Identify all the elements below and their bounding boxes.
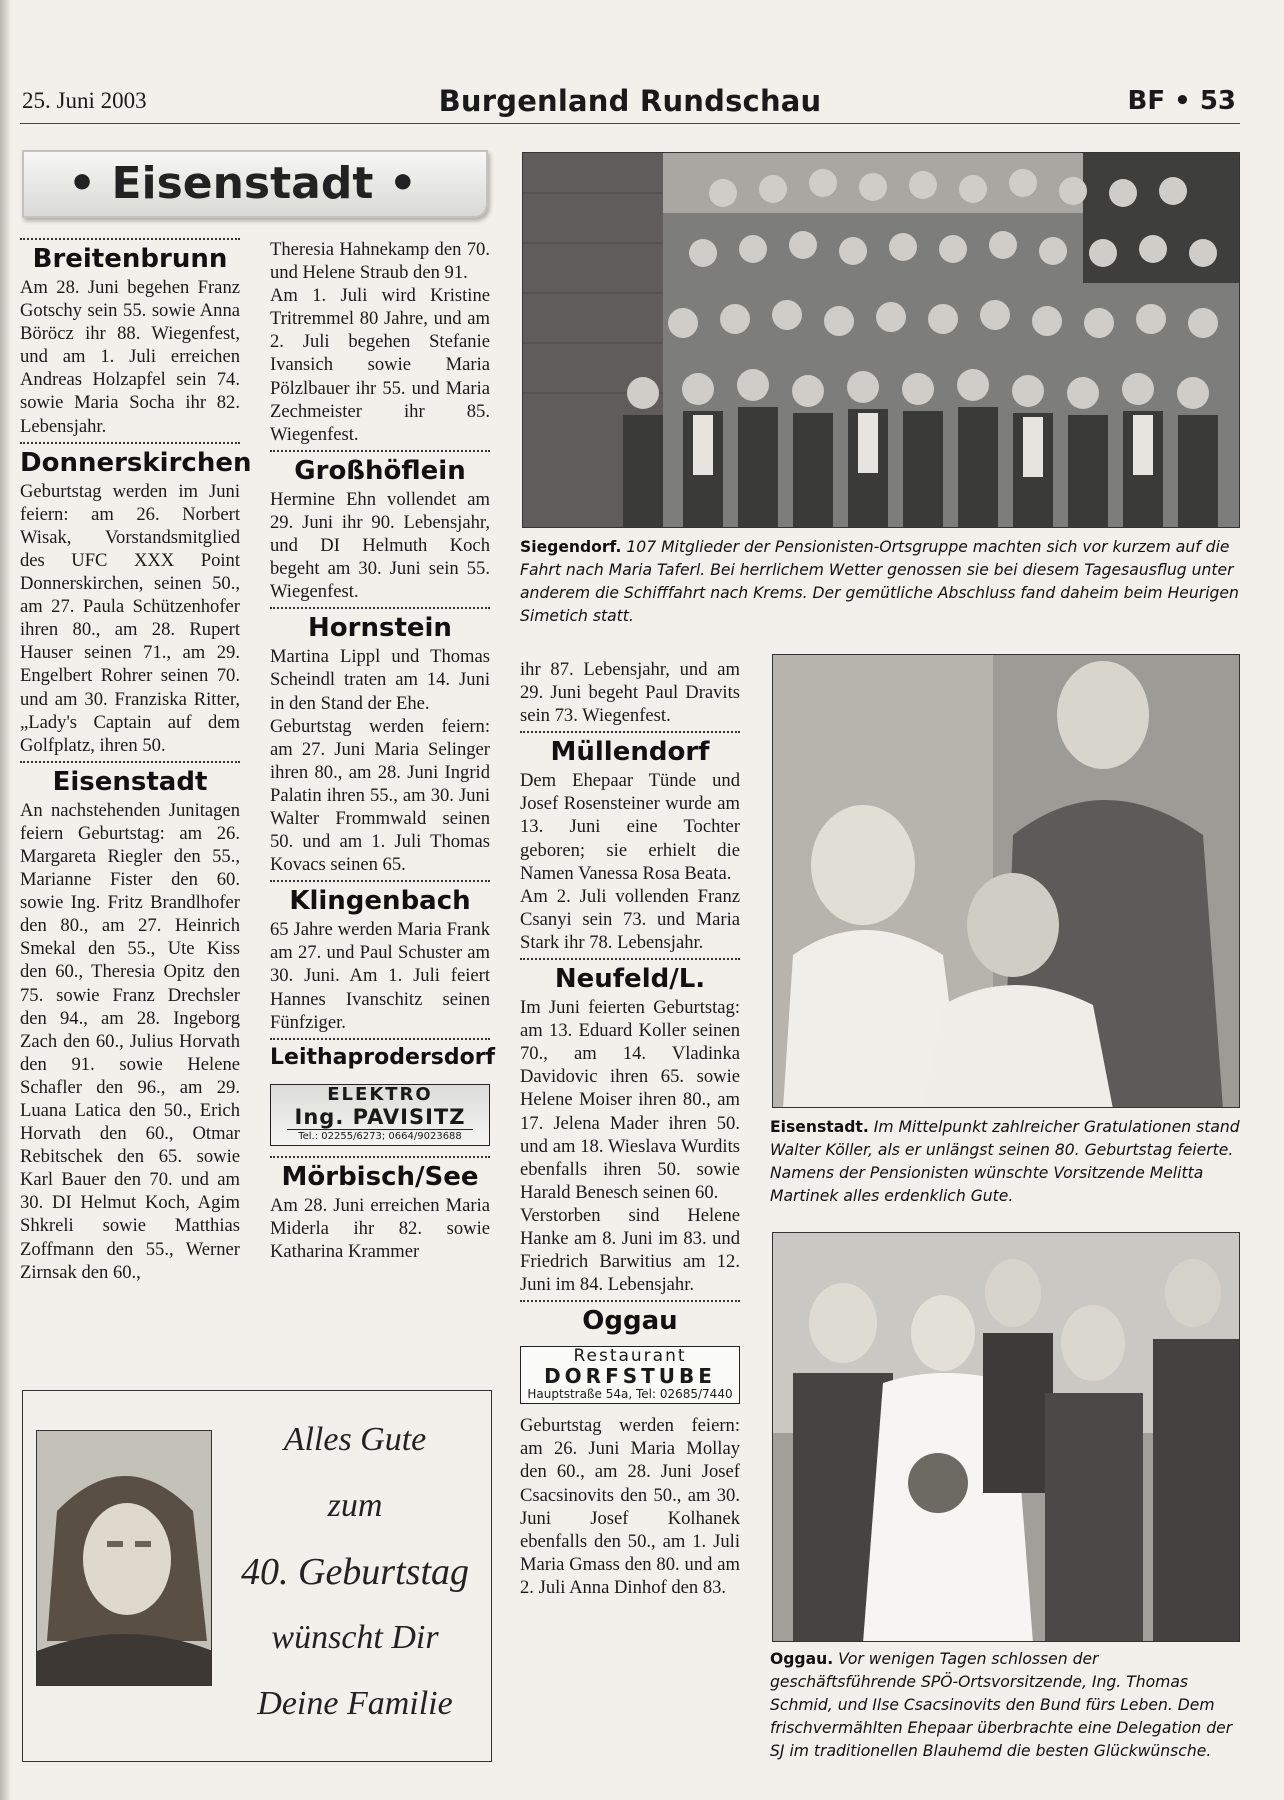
- text-column-2: [270, 238, 496, 1263]
- article-grosshoeflein: Hermine Ehn vollendet am 29. Juni ihr 90. Lebensjahr, und DI Helmuth Koch begeht am 30. Juni sein 55. Wiegenfest.: [270, 488, 490, 603]
- ad-elektro-line2: Ing. PAVISITZ: [294, 1104, 466, 1129]
- dotted-divider: [520, 958, 740, 960]
- ad-dorf-line1: Restaurant: [573, 1346, 687, 1367]
- article-eisenstadt-cont: Theresia Hahnekamp den 70. und Helene Straub den 91.: [270, 239, 490, 284]
- issue-date: 25. Juni 2003: [22, 88, 147, 113]
- ad-elektro-line1: ELEKTRO: [327, 1083, 433, 1105]
- town-heading-moerbisch: Mörbisch/See: [281, 1161, 479, 1192]
- caption-siegendorf-place: Siegendorf.: [520, 538, 622, 556]
- dotted-divider: [270, 880, 490, 882]
- text-column-3: [520, 658, 740, 1599]
- dotted-divider: [270, 607, 490, 609]
- greeting-line-2: zum: [327, 1487, 383, 1524]
- article-breitenbrunn: Am 28. Juni begehen Franz Gotschy sein 55. sowie Anna Böröcz ihr 88. Wiegenfest, und am 1. Juli erreichen Andreas Holzapfel sein 74. sowie Maria Socha ihr 82. Lebensjahr.: [20, 277, 240, 437]
- page-number: BF • 53: [1127, 86, 1236, 116]
- caption-eisenstadt: [770, 1116, 1242, 1208]
- article-moerbisch: Am 28. Juni erreichen Maria Miderla ihr 82. sowie Katharina Krammer: [270, 1194, 490, 1262]
- article-oggau: Geburtstag werden feiern: am 26. Juni Maria Mollay den 60., am 28. Juni Josef Csacsinovits den 50., am 30. Juni Josef Kolhanek ebenfalls den 50., am 1. Juli Maria Gmass den 80. und am 2. Juli Anna Dinhof den 83.: [520, 1415, 740, 1598]
- portrait-photo-icon: [36, 1430, 212, 1686]
- article-moerbisch-cont: ihr 87. Lebensjahr, und am 29. Juni begeht Paul Dravits sein 73. Wiegenfest.: [520, 659, 740, 727]
- article-eisenstadt: An nachstehenden Junitagen feiern Geburtstag: am 26. Margareta Riegler den 55., Marianne Fister den 60. sowie Ing. Fritz Brandlhofer den 80., am 27. Heinrich Smekal den 55., Ute Kiss den 60., Theresia Opitz den 75. sowie Franz Drechsler den 94., am 28. Ingeborg Zach den 60., Julius Horvath den 91. sowie Helene Schafler den 96., am 29. Luana Latica den 50., Erich Horvath den 60., Otmar Rebitschek den 65. sowie Karl Bauer den 70. und am 30. DI Helmut Koch, Agim Shkreli sowie Matthias Zoffmann den 55., Werner Zirnsak den 60.,: [20, 799, 240, 1283]
- ad-dorf-address: Hauptstraße 54a, Tel: 02685/7440: [527, 1387, 733, 1402]
- group-photo-icon: [522, 152, 1240, 528]
- text-column-1: [20, 238, 252, 1284]
- caption-siegendorf: [520, 536, 1240, 628]
- caption-eisenstadt-place: Eisenstadt.: [770, 1118, 869, 1136]
- paper-title: Burgenland Rundschau: [438, 84, 822, 118]
- dotted-divider: [20, 238, 240, 240]
- greeting-line-1: Alles Gute: [283, 1421, 427, 1458]
- ad-restaurant-dorfstube: [520, 1346, 740, 1404]
- article-neufeld-2: Verstorben sind Helene Hanke am 8. Juni im 83. und Friedrich Barwitius am 12. Juni im 84. Lebensjahr.: [520, 1204, 740, 1296]
- ad-elektro-pavisitz: [270, 1084, 490, 1146]
- town-heading-klingenbach: Klingenbach: [289, 886, 471, 917]
- town-heading-muellendorf: Müllendorf: [550, 737, 710, 768]
- greeting-line-3: 40. Geburtstag: [241, 1551, 469, 1593]
- ad-dorf-line2: DORFSTUBE: [544, 1364, 716, 1389]
- article-muellendorf-2: Am 2. Juli vollenden Franz Csanyi sein 73. und Maria Stark ihr 78. Lebensjahr.: [520, 885, 740, 953]
- page-header: [20, 84, 1240, 124]
- article-hornstein: Martina Lippl und Thomas Scheindl traten am 14. Juni in den Stand der Ehe.: [270, 646, 490, 714]
- article-hornstein-2: Geburtstag werden feiern: am 27. Juni Maria Selinger ihren 80., am 28. Juni Ingrid Palatin ihren 55., am 30. Juni Walter Frommwald seinen 50. und am 1. Juli Thomas Kovacs seinen 65.: [270, 715, 490, 876]
- article-muellendorf: Dem Ehepaar Tünde und Josef Rosensteiner wurde am 13. Juni eine Tochter geboren; sie erhielt die Namen Vanessa Rosa Beata.: [520, 770, 740, 884]
- greeting-line-4: wünscht Dir: [271, 1619, 439, 1656]
- article-eisenstadt-cont2: Am 1. Juli wird Kristine Tritremmel 80 Jahre, und am 2. Juli begehen Stefanie Ivansich sowie Maria Pölzlbauer ihr 55. und Maria Zechmeister ihr 85. Wiegenfest.: [270, 285, 490, 445]
- caption-oggau-text: Vor wenigen Tagen schlossen der geschäftsführende SPÖ-Ortsvorsitzende, Ing. Thomas Schmid, und Ilse Csacsinovits den Bund fürs Leben. Dem frischvermählten Ehepaar überbrachte eine Delegation der SJ im traditionellen Blauhemd die besten Glückwünsche.: [770, 1650, 1233, 1760]
- dotted-divider: [20, 761, 240, 763]
- town-heading-oggau: Oggau: [582, 1306, 678, 1337]
- article-donnerskirchen: Geburtstag werden im Juni feiern: am 26. Norbert Wisak, Vorstandsmitglied des UFC XXX Point Donnerskirchen, seinen 50., am 27. Paula Schützenhofer ihren 80., am 28. Rupert Hauser seinen 71., am 29. Engelbert Rohrer seinen 70. und am 30. Franziska Ritter, „Lady's Captain auf dem Golfplatz, ihren 50.: [20, 480, 240, 756]
- article-neufeld: Im Juni feierten Geburtstag: am 13. Eduard Koller seinen 70., am 14. Vladinka Davidovic ihren 65. sowie Helene Moiser ihren 80., am 17. Jelena Mader ihren 50. und am 18. Wieslava Wurdits ebenfalls ihren 50. sowie Harald Benesch seinen 60.: [520, 997, 740, 1203]
- dotted-divider: [270, 450, 490, 452]
- greeting-text: [225, 1407, 485, 1737]
- page-binding-shadow: [0, 0, 10, 1800]
- dotted-divider: [520, 731, 740, 733]
- dotted-divider: [270, 1156, 490, 1158]
- town-heading-eisenstadt: Eisenstadt: [52, 766, 208, 797]
- town-heading-neufeld: Neufeld/L.: [554, 964, 706, 995]
- caption-oggau-place: Oggau.: [770, 1650, 834, 1668]
- town-heading-breitenbrunn: Breitenbrunn: [32, 244, 228, 274]
- caption-siegendorf-text: 107 Mitglieder der Pensionisten-Ortsgruppe machten sich vor kurzem auf die Fahrt nach Maria Taferl. Bei herrlichem Wetter genossen sie bei diesem Tagesausflug unter anderem die Schifffahrt nach Krems. Der gemütliche Abschluss fand daheim beim Heurigen Simetich statt.: [520, 538, 1239, 625]
- caption-eisenstadt-text: Im Mittelpunkt zahlreicher Gratulationen stand Walter Köller, als er unlängst seinen 80. Geburtstag feierte. Namens der Pensionisten wünschte Vorsitzende Melitta Martinek alles erdenklich Gute.: [770, 1118, 1240, 1205]
- greeting-line-5: Deine Familie: [257, 1685, 453, 1722]
- town-heading-leithaprodersdorf: Leithaprodersdorf: [270, 1044, 496, 1070]
- town-heading-grosshoeflein: Großhöflein: [294, 455, 466, 486]
- section-banner: • Eisenstadt •: [22, 150, 488, 218]
- dotted-divider: [20, 442, 240, 444]
- wedding-photo-icon: [772, 1232, 1240, 1642]
- town-heading-donnerskirchen: Donnerskirchen: [20, 447, 252, 478]
- caption-oggau: [770, 1648, 1242, 1763]
- dotted-divider: [270, 1038, 490, 1040]
- town-heading-hornstein: Hornstein: [308, 613, 452, 644]
- dotted-divider: [520, 1300, 740, 1302]
- couple-photo-icon: [772, 654, 1240, 1108]
- article-klingenbach: 65 Jahre werden Maria Frank am 27. und Paul Schuster am 30. Juni. Am 1. Juli feiert Hannes Ivanschitz seinen Fünfziger.: [270, 919, 490, 1033]
- ad-elektro-phone: Tel.: 02255/6273; 0664/9023688: [287, 1129, 473, 1144]
